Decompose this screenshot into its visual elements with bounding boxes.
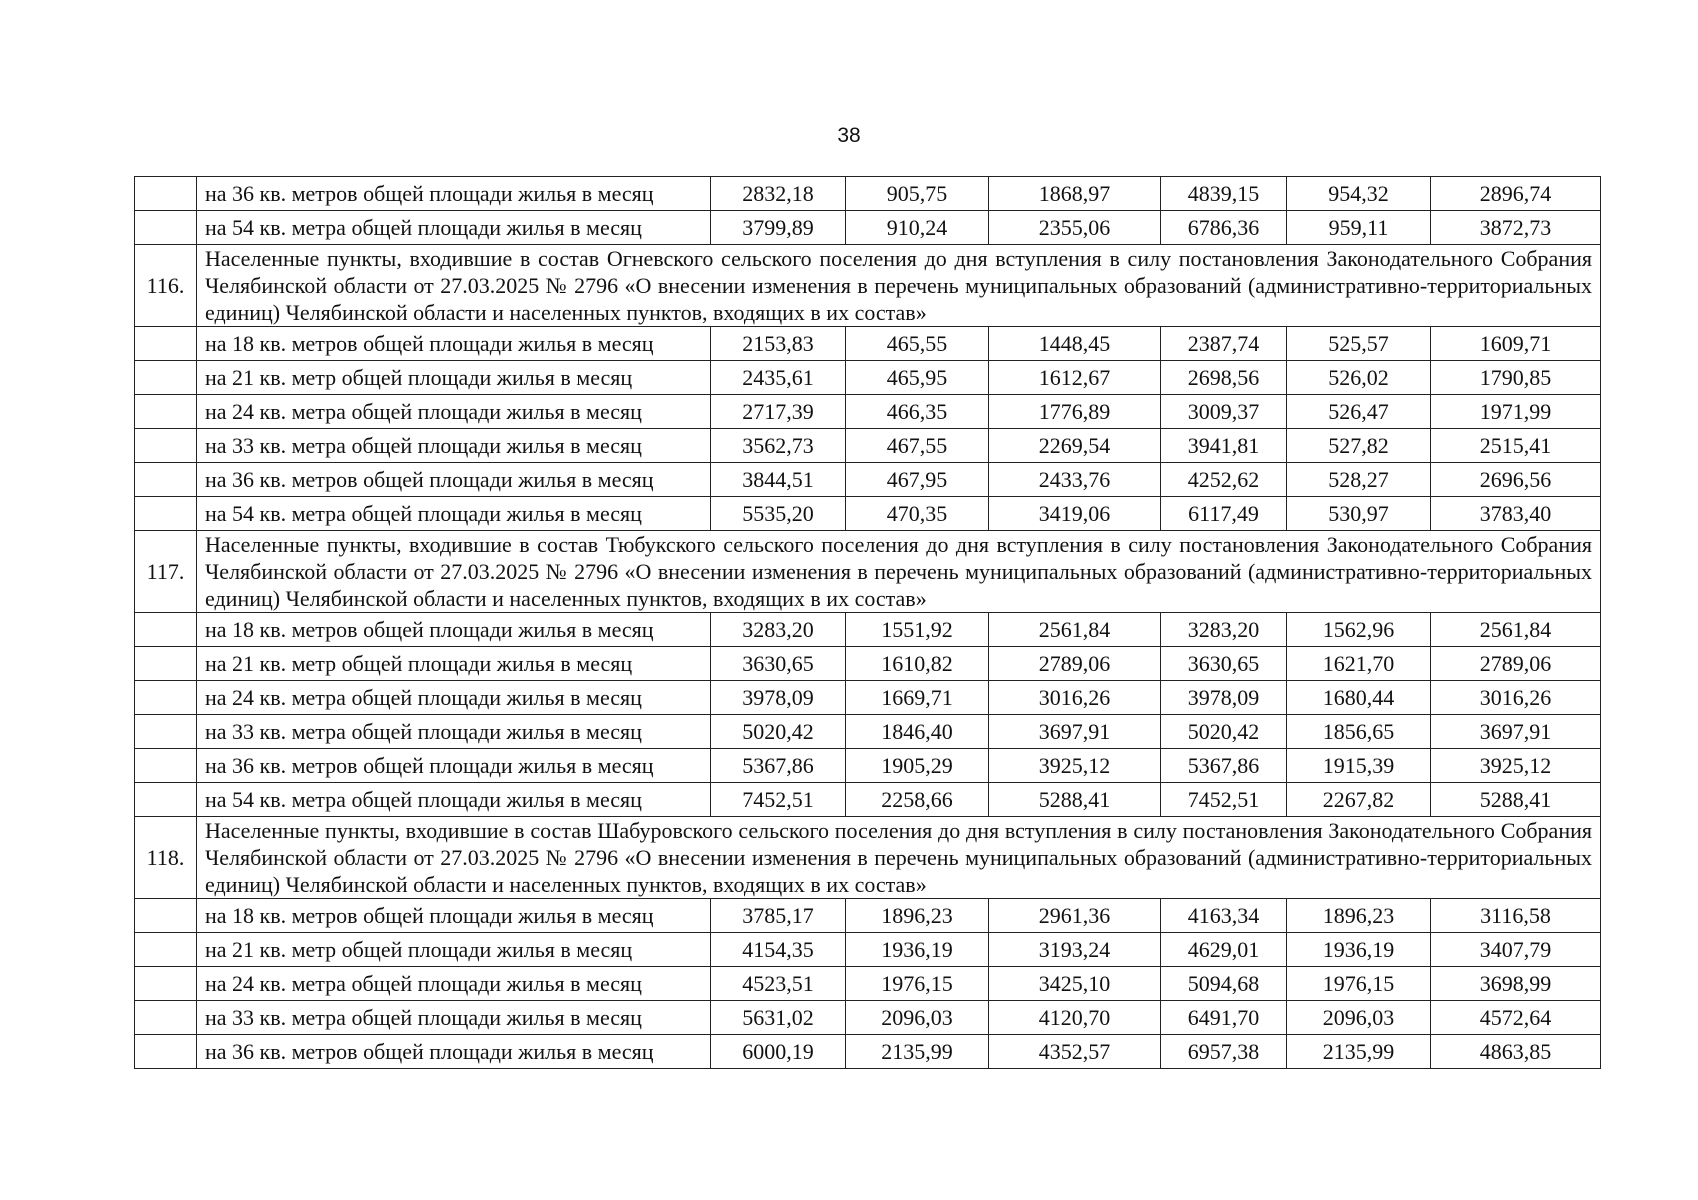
table-row xyxy=(135,647,1601,681)
row-label: на 18 кв. метров общей площади жилья в месяц xyxy=(197,899,711,933)
value-cell: 2096,03 xyxy=(846,1001,989,1035)
value-cell: 5020,42 xyxy=(711,715,846,749)
index-cell xyxy=(135,613,197,647)
table-row xyxy=(135,177,1601,211)
value-cell: 3425,10 xyxy=(989,967,1161,1001)
index-cell xyxy=(135,361,197,395)
value-cell: 3193,24 xyxy=(989,933,1161,967)
value-cell: 3630,65 xyxy=(1161,647,1287,681)
row-label: на 21 кв. метр общей площади жилья в месяц xyxy=(197,933,711,967)
value-cell: 3116,58 xyxy=(1431,899,1601,933)
value-cell: 1680,44 xyxy=(1287,681,1431,715)
value-cell: 5367,86 xyxy=(711,749,846,783)
value-cell: 2832,18 xyxy=(711,177,846,211)
value-cell: 528,27 xyxy=(1287,463,1431,497)
value-cell: 1609,71 xyxy=(1431,327,1601,361)
value-cell: 1896,23 xyxy=(1287,899,1431,933)
section-title: Населенные пункты, входившие в состав Шабуровского сельского поселения до дня вступления в силу постановления Законодательного Собрания Челябинской области от 27.03.2025 № 2796 «О внесении изменения в перечень муниципальных образований (административно-территориальных единиц) Челябинской области и населенных пунктов, входящих в их состав» xyxy=(197,817,1601,899)
value-cell: 1790,85 xyxy=(1431,361,1601,395)
value-cell: 905,75 xyxy=(846,177,989,211)
value-cell: 2355,06 xyxy=(989,211,1161,245)
value-cell: 4154,35 xyxy=(711,933,846,967)
row-label: на 24 кв. метра общей площади жилья в месяц xyxy=(197,967,711,1001)
value-cell: 3009,37 xyxy=(1161,395,1287,429)
value-cell: 1868,97 xyxy=(989,177,1161,211)
value-cell: 1612,67 xyxy=(989,361,1161,395)
value-cell: 2561,84 xyxy=(989,613,1161,647)
index-cell xyxy=(135,967,197,1001)
value-cell: 954,32 xyxy=(1287,177,1431,211)
table-row xyxy=(135,463,1601,497)
index-cell xyxy=(135,395,197,429)
value-cell: 3407,79 xyxy=(1431,933,1601,967)
value-cell: 1896,23 xyxy=(846,899,989,933)
value-cell: 3562,73 xyxy=(711,429,846,463)
value-cell: 1610,82 xyxy=(846,647,989,681)
table-row xyxy=(135,933,1601,967)
value-cell: 2515,41 xyxy=(1431,429,1601,463)
value-cell: 526,02 xyxy=(1287,361,1431,395)
row-label: на 36 кв. метров общей площади жилья в месяц xyxy=(197,749,711,783)
value-cell: 1936,19 xyxy=(846,933,989,967)
index-cell xyxy=(135,497,197,531)
row-label: на 33 кв. метра общей площади жилья в месяц xyxy=(197,1001,711,1035)
row-label: на 21 кв. метр общей площади жилья в месяц xyxy=(197,361,711,395)
section-index: 117. xyxy=(135,531,197,613)
section-title: Населенные пункты, входившие в состав Огневского сельского поселения до дня вступления в силу постановления Законодательного Собрания Челябинской области от 27.03.2025 № 2796 «О внесении изменения в перечень муниципальных образований (административно-территориальных единиц) Челябинской области и населенных пунктов, входящих в их состав» xyxy=(197,245,1601,327)
value-cell: 5020,42 xyxy=(1161,715,1287,749)
value-cell: 466,35 xyxy=(846,395,989,429)
value-cell: 3697,91 xyxy=(989,715,1161,749)
value-cell: 3283,20 xyxy=(711,613,846,647)
value-cell: 4252,62 xyxy=(1161,463,1287,497)
section-index: 116. xyxy=(135,245,197,327)
value-cell: 6000,19 xyxy=(711,1035,846,1069)
value-cell: 5288,41 xyxy=(1431,783,1601,817)
value-cell: 1856,65 xyxy=(1287,715,1431,749)
row-label: на 24 кв. метра общей площади жилья в месяц xyxy=(197,681,711,715)
value-cell: 3978,09 xyxy=(711,681,846,715)
value-cell: 4572,64 xyxy=(1431,1001,1601,1035)
value-cell: 5367,86 xyxy=(1161,749,1287,783)
value-cell: 3016,26 xyxy=(1431,681,1601,715)
value-cell: 3697,91 xyxy=(1431,715,1601,749)
index-cell xyxy=(135,899,197,933)
value-cell: 526,47 xyxy=(1287,395,1431,429)
table-row xyxy=(135,967,1601,1001)
index-cell xyxy=(135,783,197,817)
value-cell: 470,35 xyxy=(846,497,989,531)
index-cell xyxy=(135,647,197,681)
value-cell: 7452,51 xyxy=(711,783,846,817)
value-cell: 6491,70 xyxy=(1161,1001,1287,1035)
value-cell: 2896,74 xyxy=(1431,177,1601,211)
section-header-row xyxy=(135,531,1601,613)
value-cell: 3925,12 xyxy=(1431,749,1601,783)
value-cell: 467,95 xyxy=(846,463,989,497)
value-cell: 3941,81 xyxy=(1161,429,1287,463)
value-cell: 3785,17 xyxy=(711,899,846,933)
value-cell: 1915,39 xyxy=(1287,749,1431,783)
value-cell: 7452,51 xyxy=(1161,783,1287,817)
index-cell xyxy=(135,681,197,715)
value-cell: 5535,20 xyxy=(711,497,846,531)
value-cell: 4863,85 xyxy=(1431,1035,1601,1069)
value-cell: 467,55 xyxy=(846,429,989,463)
value-cell: 959,11 xyxy=(1287,211,1431,245)
section-header-row xyxy=(135,245,1601,327)
index-cell xyxy=(135,933,197,967)
value-cell: 465,95 xyxy=(846,361,989,395)
value-cell: 1846,40 xyxy=(846,715,989,749)
row-label: на 54 кв. метра общей площади жилья в месяц xyxy=(197,783,711,817)
value-cell: 525,57 xyxy=(1287,327,1431,361)
value-cell: 465,55 xyxy=(846,327,989,361)
value-cell: 3978,09 xyxy=(1161,681,1287,715)
table-body xyxy=(135,177,1601,1069)
value-cell: 2135,99 xyxy=(1287,1035,1431,1069)
value-cell: 2267,82 xyxy=(1287,783,1431,817)
value-cell: 2096,03 xyxy=(1287,1001,1431,1035)
value-cell: 4120,70 xyxy=(989,1001,1161,1035)
value-cell: 5094,68 xyxy=(1161,967,1287,1001)
tariff-table xyxy=(134,176,1601,1069)
table-row xyxy=(135,899,1601,933)
table-row xyxy=(135,211,1601,245)
value-cell: 2789,06 xyxy=(989,647,1161,681)
value-cell: 2387,74 xyxy=(1161,327,1287,361)
value-cell: 1669,71 xyxy=(846,681,989,715)
table-row xyxy=(135,1035,1601,1069)
value-cell: 3872,73 xyxy=(1431,211,1601,245)
index-cell xyxy=(135,211,197,245)
value-cell: 2258,66 xyxy=(846,783,989,817)
table-row xyxy=(135,429,1601,463)
value-cell: 527,82 xyxy=(1287,429,1431,463)
section-title: Населенные пункты, входившие в состав Тюбукского сельского поселения до дня вступления в силу постановления Законодательного Собрания Челябинской области от 27.03.2025 № 2796 «О внесении изменения в перечень муниципальных образований (административно-территориальных единиц) Челябинской области и населенных пунктов, входящих в их состав» xyxy=(197,531,1601,613)
value-cell: 2561,84 xyxy=(1431,613,1601,647)
table-row xyxy=(135,613,1601,647)
value-cell: 1971,99 xyxy=(1431,395,1601,429)
index-cell xyxy=(135,715,197,749)
index-cell xyxy=(135,327,197,361)
section-header-row xyxy=(135,817,1601,899)
value-cell: 2717,39 xyxy=(711,395,846,429)
value-cell: 1976,15 xyxy=(846,967,989,1001)
table-row xyxy=(135,327,1601,361)
value-cell: 1936,19 xyxy=(1287,933,1431,967)
index-cell xyxy=(135,463,197,497)
value-cell: 1448,45 xyxy=(989,327,1161,361)
value-cell: 3630,65 xyxy=(711,647,846,681)
table-row xyxy=(135,715,1601,749)
value-cell: 3799,89 xyxy=(711,211,846,245)
index-cell xyxy=(135,749,197,783)
value-cell: 4839,15 xyxy=(1161,177,1287,211)
value-cell: 2696,56 xyxy=(1431,463,1601,497)
value-cell: 2698,56 xyxy=(1161,361,1287,395)
row-label: на 18 кв. метров общей площади жилья в месяц xyxy=(197,613,711,647)
table-row xyxy=(135,361,1601,395)
value-cell: 3844,51 xyxy=(711,463,846,497)
value-cell: 2269,54 xyxy=(989,429,1161,463)
value-cell: 1621,70 xyxy=(1287,647,1431,681)
value-cell: 2153,83 xyxy=(711,327,846,361)
value-cell: 6957,38 xyxy=(1161,1035,1287,1069)
row-label: на 36 кв. метров общей площади жилья в месяц xyxy=(197,463,711,497)
value-cell: 5631,02 xyxy=(711,1001,846,1035)
table-row xyxy=(135,783,1601,817)
section-index: 118. xyxy=(135,817,197,899)
value-cell: 1905,29 xyxy=(846,749,989,783)
table-row xyxy=(135,749,1601,783)
value-cell: 5288,41 xyxy=(989,783,1161,817)
row-label: на 24 кв. метра общей площади жилья в месяц xyxy=(197,395,711,429)
value-cell: 1551,92 xyxy=(846,613,989,647)
row-label: на 54 кв. метра общей площади жилья в месяц xyxy=(197,497,711,531)
value-cell: 4163,34 xyxy=(1161,899,1287,933)
page-number: 38 xyxy=(837,124,861,147)
row-label: на 36 кв. метров общей площади жилья в месяц xyxy=(197,1035,711,1069)
row-label: на 18 кв. метров общей площади жилья в месяц xyxy=(197,327,711,361)
row-label: на 36 кв. метров общей площади жилья в месяц xyxy=(197,177,711,211)
value-cell: 530,97 xyxy=(1287,497,1431,531)
table-row xyxy=(135,395,1601,429)
value-cell: 3925,12 xyxy=(989,749,1161,783)
value-cell: 3419,06 xyxy=(989,497,1161,531)
value-cell: 4523,51 xyxy=(711,967,846,1001)
value-cell: 910,24 xyxy=(846,211,989,245)
value-cell: 1776,89 xyxy=(989,395,1161,429)
row-label: на 33 кв. метра общей площади жилья в месяц xyxy=(197,429,711,463)
value-cell: 2433,76 xyxy=(989,463,1161,497)
value-cell: 3283,20 xyxy=(1161,613,1287,647)
index-cell xyxy=(135,1035,197,1069)
value-cell: 1976,15 xyxy=(1287,967,1431,1001)
row-label: на 54 кв. метра общей площади жилья в месяц xyxy=(197,211,711,245)
value-cell: 1562,96 xyxy=(1287,613,1431,647)
table-row xyxy=(135,681,1601,715)
value-cell: 3698,99 xyxy=(1431,967,1601,1001)
value-cell: 3783,40 xyxy=(1431,497,1601,531)
value-cell: 6117,49 xyxy=(1161,497,1287,531)
value-cell: 4352,57 xyxy=(989,1035,1161,1069)
value-cell: 2135,99 xyxy=(846,1035,989,1069)
value-cell: 6786,36 xyxy=(1161,211,1287,245)
index-cell xyxy=(135,177,197,211)
index-cell xyxy=(135,1001,197,1035)
row-label: на 21 кв. метр общей площади жилья в месяц xyxy=(197,647,711,681)
row-label: на 33 кв. метра общей площади жилья в месяц xyxy=(197,715,711,749)
value-cell: 2961,36 xyxy=(989,899,1161,933)
table-row xyxy=(135,497,1601,531)
value-cell: 3016,26 xyxy=(989,681,1161,715)
table-row xyxy=(135,1001,1601,1035)
value-cell: 2789,06 xyxy=(1431,647,1601,681)
value-cell: 2435,61 xyxy=(711,361,846,395)
index-cell xyxy=(135,429,197,463)
value-cell: 4629,01 xyxy=(1161,933,1287,967)
